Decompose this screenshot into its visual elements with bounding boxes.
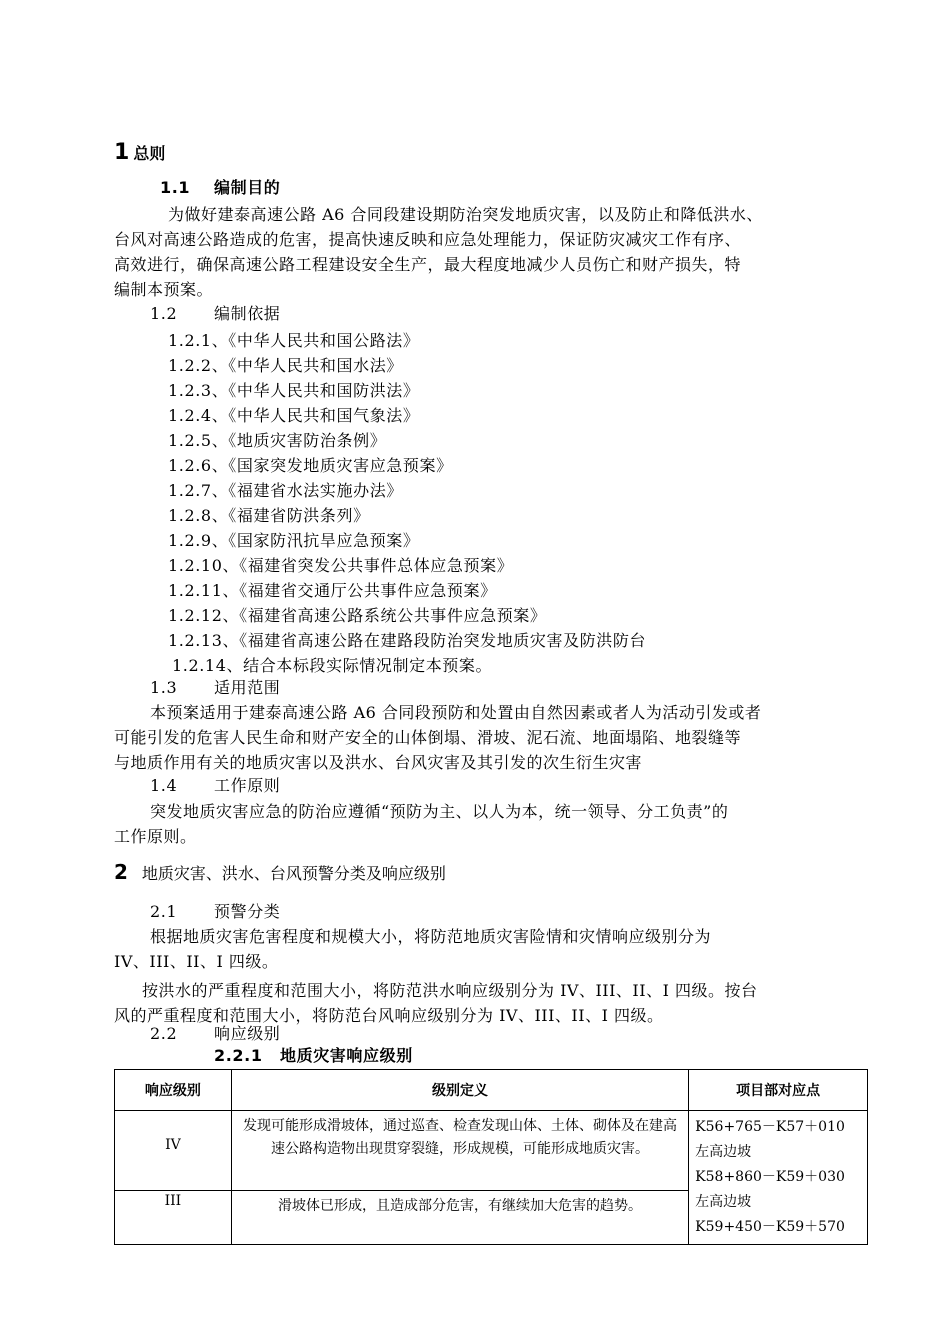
project-point: K58+860－K59＋030	[695, 1169, 845, 1185]
legal-basis-list	[168, 328, 646, 678]
cell-project-points	[689, 1111, 868, 1245]
table-header-row	[115, 1070, 868, 1111]
header-project-points: 项目部对应点	[689, 1070, 868, 1111]
list-item: 1.2.2、《中华人民共和国水法》	[168, 356, 403, 375]
section-2-2-1-heading: 2.2.1 地质灾害响应级别	[214, 1046, 413, 1065]
project-point: 左高边坡	[695, 1194, 752, 1210]
list-item: 1.2.4、《中华人民共和国气象法》	[168, 406, 420, 425]
header-level-definition: 级别定义	[231, 1070, 688, 1111]
cell-level: III	[115, 1190, 232, 1244]
table-row	[115, 1111, 868, 1191]
section-1-4-heading: 1.4 工作原则	[150, 776, 281, 795]
section-1-3-body: 本预案适用于建泰高速公路 A6 合同段预防和处置由自然因素或者人为活动引发或者 可能引发的危害人民生命和财产安全的山体倒塌、滑坡、泥石流、地面塌陷、地裂缝等 与地质作用有关的地质灾害以及洪水、台风灾害及其引发的次生衍生灾害	[114, 703, 762, 772]
cell-definition: 发现可能形成滑坡体，通过巡查、检查发现山体、土体、砌体及在建高速公路构造物出现贯穿裂缝，形成规模，可能形成地质灾害。	[231, 1111, 688, 1191]
list-item: 1.2.13、《福建省高速公路在建路段防治突发地质灾害及防洪防台	[168, 631, 647, 650]
section-1-2-heading: 1.2 编制依据	[150, 304, 281, 323]
section-2-1-body: 根据地质灾害危害程度和规模大小，将防范地质灾害险情和灾情响应级别分为 IV、III、II、I 四级。 按洪水的严重程度和范围大小，将防范洪水响应级别分为 IV、III、II、I 四级。按台 风的严重程度和范围大小，将防范台风响应级别分为 IV、III、II、I 四级。	[114, 927, 758, 1025]
list-item: 1.2.9、《国家防汛抗旱应急预案》	[168, 531, 420, 550]
geological-response-table	[114, 1069, 868, 1245]
section-2-heading: 2 地质灾害、洪水、台风预警分类及响应级别	[114, 860, 446, 884]
cell-level: IV	[115, 1111, 232, 1191]
section-1-heading: 1 总则	[114, 140, 166, 165]
section-1-3-heading: 1.3 适用范围	[150, 678, 281, 697]
list-item: 1.2.10、《福建省突发公共事件总体应急预案》	[168, 556, 514, 575]
section-2-1-heading: 2.1 预警分类	[150, 902, 281, 921]
project-point: K59+450－K59＋570	[695, 1219, 845, 1235]
section-1-1-heading: 1.1 编制目的	[160, 178, 281, 197]
list-item: 1.2.6、《国家突发地质灾害应急预案》	[168, 456, 453, 475]
section-2-2-heading: 2.2 响应级别	[150, 1024, 281, 1043]
cell-definition: 滑坡体已形成，且造成部分危害，有继续加大危害的趋势。	[231, 1190, 688, 1244]
list-item: 1.2.1、《中华人民共和国公路法》	[168, 331, 420, 350]
project-point: K56+765－K57＋010	[695, 1119, 845, 1135]
list-item: 1.2.14、结合本标段实际情况制定本预案。	[172, 656, 493, 675]
project-point: 左高边坡	[695, 1144, 752, 1160]
list-item: 1.2.3、《中华人民共和国防洪法》	[168, 381, 420, 400]
section-1-1-body: 为做好建泰高速公路 A6 合同段建设期防治突发地质灾害，以及防止和降低洪水、 台风对高速公路造成的危害，提高快速反映和应急处理能力，保证防灾减灾工作有序、 高效进行，确保高速公路工程建设安全生产，最大程度地减少人员伤亡和财产损失，特 编制本预案。	[114, 205, 763, 299]
section-1-4-body: 突发地质灾害应急的防治应遵循“预防为主、以人为本，统一领导、分工负责”的 工作原则。	[114, 802, 729, 846]
list-item: 1.2.5、《地质灾害防治条例》	[168, 431, 387, 450]
list-item: 1.2.11、《福建省交通厅公共事件应急预案》	[168, 581, 497, 600]
list-item: 1.2.7、《福建省水法实施办法》	[168, 481, 403, 500]
list-item: 1.2.12、《福建省高速公路系统公共事件应急预案》	[168, 606, 547, 625]
list-item: 1.2.8、《福建省防洪条列》	[168, 506, 370, 525]
header-response-level: 响应级别	[115, 1070, 232, 1111]
